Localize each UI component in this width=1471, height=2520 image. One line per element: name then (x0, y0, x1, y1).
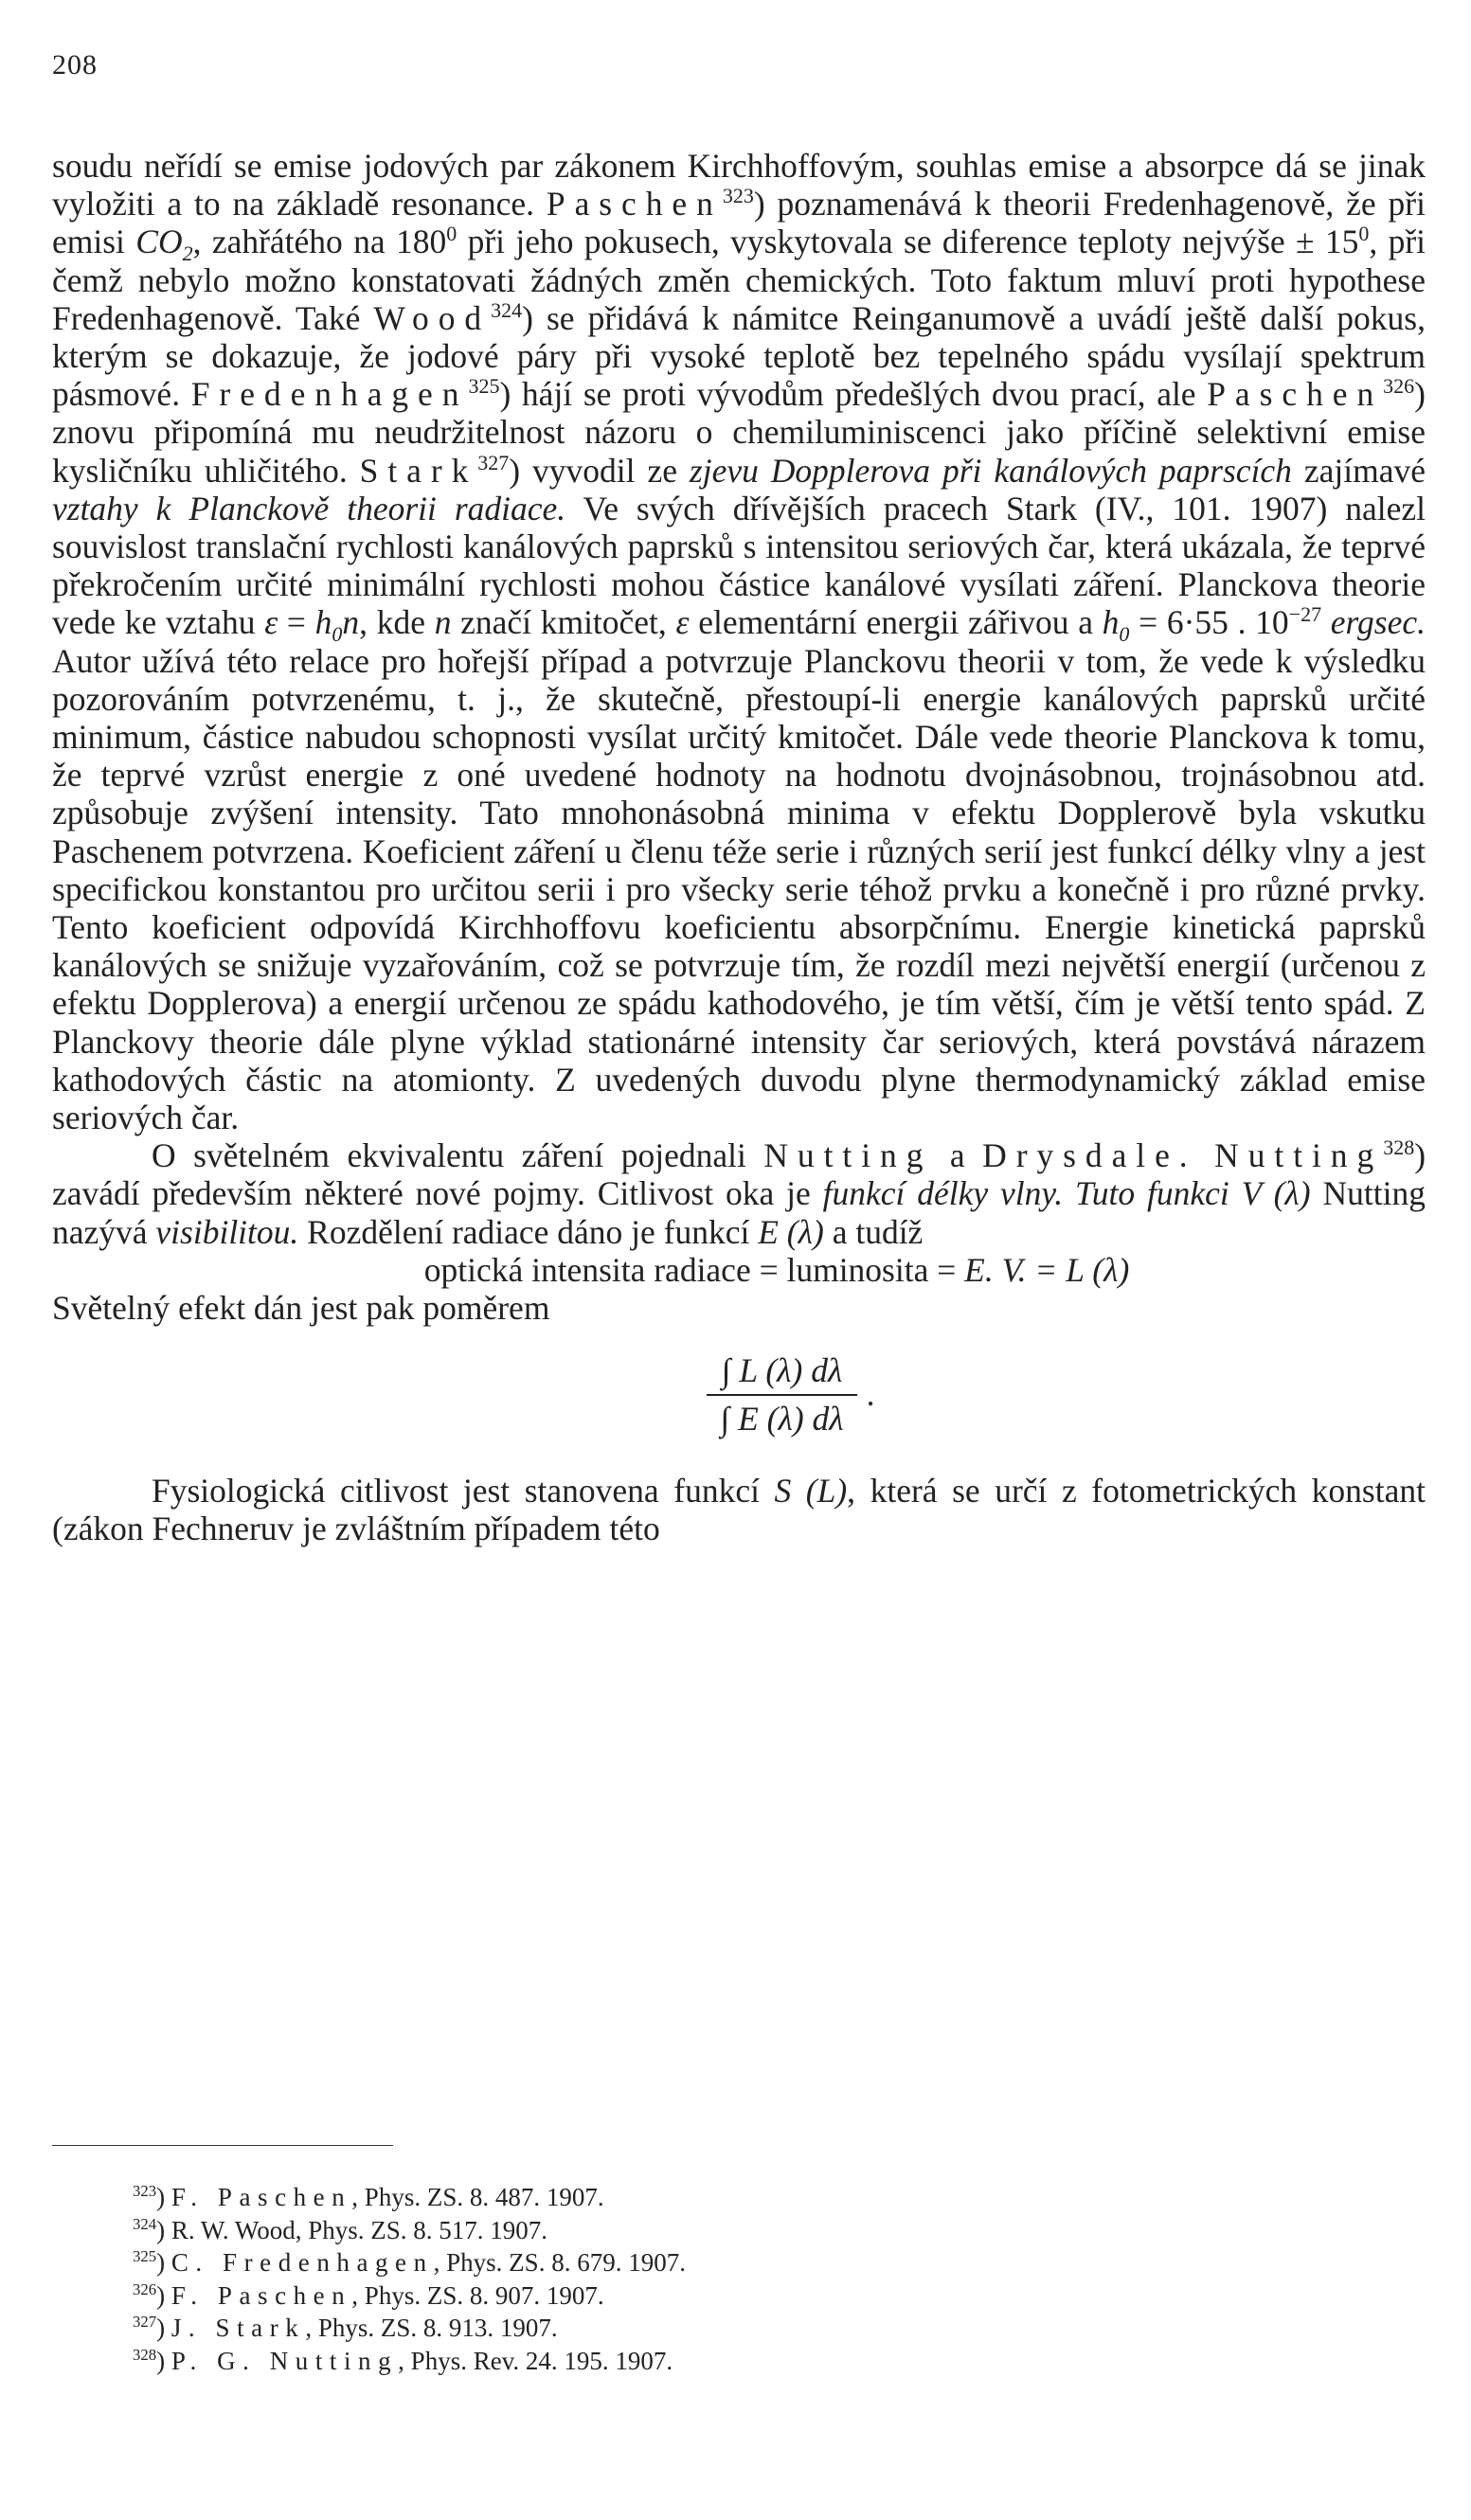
text: = (278, 603, 315, 642)
footnote-number: 326 (133, 2279, 157, 2298)
symbol: ε (264, 603, 278, 642)
footnote-author: J. Stark (170, 2314, 306, 2342)
text: Rozdělení radiace dáno je funkcí (298, 1212, 759, 1251)
footnote: $^{328}$) P. G. Nutting, Phys. Rev. 24. 195. 1907. (133, 2345, 673, 2375)
exponent: −27 (1288, 602, 1322, 627)
unit: ergsec. (1321, 603, 1426, 642)
body-text (52, 147, 1426, 1547)
author-name: Nutting (1214, 1136, 1384, 1175)
text: a tudíž (823, 1212, 924, 1251)
text: ) se přidává k námitce Reinganumově a uvádí ještě další pokus, kterým se dokazuje, že jodové páry při vysoké teplotě bez tepelného spádu vysílají spektrum pásmové. (52, 298, 1426, 414)
italic-phrase: funkcí délky vlny. Tuto funkci V (λ) (822, 1174, 1311, 1213)
text: zajímavé (1291, 451, 1426, 490)
footnote: $^{327}$) J. Stark, Phys. ZS. 8. 913. 1907. (133, 2313, 558, 2342)
footnote-number: 323 (133, 2182, 157, 2200)
text: Nutting nazývá (52, 1174, 1426, 1251)
text: a (932, 1136, 983, 1175)
text: ) vyvodil ze (509, 451, 690, 490)
footnote-ref: 326 (1383, 374, 1415, 399)
footnote-author: R. W. Wood (170, 2215, 296, 2244)
paragraph-3: Světelný efekt dán jest pak poměrem (52, 1289, 550, 1328)
footnote-ref: 324 (491, 297, 523, 322)
degree-mark: 0 (1358, 222, 1370, 246)
text: ) znovu připomíná mu neudržitelnost názoru o chemiluminiscenci jako příčině selektivní emise kysličníku uhličitého. (52, 375, 1426, 490)
author-name: Fredenhagen (190, 375, 469, 414)
footnote-citation: , Phys. ZS. 8. 913. 1907. (305, 2314, 558, 2342)
footnote-number: 328 (133, 2345, 157, 2364)
author-name: Drysdale. (982, 1136, 1197, 1175)
italic-phrase: visibilitou. (155, 1212, 299, 1251)
text: soudu neřídí se emise jodových par zákonem Kirchhoffovým, souhlas emise a absorpce dá se jinak vyložiti a to na základě resonance. (52, 147, 1426, 223)
symbol: n (434, 603, 452, 642)
footnote-number: 327 (133, 2313, 157, 2331)
author-name: Stark (359, 451, 478, 490)
symbol: $h_0$ (314, 603, 343, 647)
footnote-author: F. Paschen (170, 2183, 352, 2211)
text: Autor užívá této relace pro hořejší případ a potvrzuje Planckovu theorii v tom, že vede k výsledku pozorováním potvrzenému, t. j., že skutečně, přestoupí-li energie kanálových paprsků určité minimum, částice nabudou schopnosti vysílat určitý kmitočet. Dále vede theorie Planckova k tomu, že teprvé vzrůst energie z oné uvedené hodnoty na hodnotu dvojnásobnou, trojnásobnou atd. způsobuje zvýšení intensity. Tato mnohonásobná minima v efektu Dopplerově byla vskutku Paschenem potvrzena. Koeficient záření u členu téže serie i různých serií jest funkcí délky vlny a jest specifickou konstantou pro určitou serii i pro všecky serie téhož prvku a konečně i pro různé prvky. Tento koeficient odpovídá Kirchhoffovu koeficientu absorpčnímu. Energie kinetická paprsků kanálových se snižuje vyzařováním, což se potvrzuje tím, že rozdíl mezi největší energií (určenou z efektu Dopplerova) a energií určenou ze spádu kathodového, je tím větší, čím je větší tento spád. Z Planckovy theorie dále plyne výklad stationárné intensity čar seriových, která povstává nárazem kathodových částic na atomionty. Z uvedených duvodu plyne thermodynamický základ emise seriových čar. (52, 641, 1426, 1137)
footnote-citation: , Phys. Rev. 24. 195. 1907. (398, 2346, 673, 2375)
text: ) poznamenává k theorii Fredenhagenově, že při emisi (52, 185, 1426, 261)
text: ) zavádí především některé nové pojmy. Citlivost oka je (52, 1136, 1426, 1213)
fraction-numerator: ∫ L (λ) dλ (707, 1351, 856, 1395)
paragraph-1 (52, 147, 1426, 1136)
footnote-author: F. Paschen (170, 2280, 352, 2310)
footnote-citation: , Phys. ZS. 8. 679. 1907. (433, 2248, 686, 2277)
author-name: Paschen (1207, 375, 1384, 414)
symbol: E (λ) (758, 1212, 824, 1251)
page-number: 208 (52, 49, 98, 80)
text: ) hájí se proti vývodům předešlých dvou prací, ale (499, 375, 1208, 414)
footnote-citation: , Phys. ZS. 8. 487. 1907. (351, 2183, 604, 2211)
equation-fraction (52, 1351, 1426, 1437)
footnote-divider (52, 2145, 393, 2146)
text: při jeho pokusech, vyskytovala se diference teploty nejvýše ± 15 (457, 223, 1359, 261)
text: , zahřátého na 180 (192, 223, 447, 261)
italic-phrase: vztahy k Planckově theorii radiace. (52, 489, 566, 527)
equation-luminosity (52, 1251, 1426, 1289)
footnote-author: C. Fredenhagen (170, 2248, 434, 2277)
footnote: $^{326}$) F. Paschen, Phys. ZS. 8. 907. 1907. (133, 2279, 604, 2310)
paragraph-2 (52, 1136, 1426, 1251)
formula: $CO_2$ (135, 223, 193, 266)
text: O světelném ekvivalentu záření pojednali (152, 1136, 764, 1175)
text: , která se určí z fotometrických konstant (zákon Fechneruv je zvláštním případem této (52, 1471, 1426, 1547)
text: Ve svých dřívějších pracech Stark (IV., 101. 1907) nalezl souvislost translační rychlosti kanálových paprsků s intensitou seriových čar, která ukázala, že teprvé překročením určité minimální rychlosti mohou částice kanálové vysílati záření. Planckova theorie vede ke vztahu (52, 489, 1426, 642)
italic-phrase: zjevu Dopplerova při kanálových paprscích (689, 451, 1292, 490)
author-name: Nutting (763, 1136, 933, 1175)
footnote: $^{323}$) F. Paschen, Phys. ZS. 8. 487. 1907. (133, 2182, 604, 2211)
text: elementární energii zářivou a (689, 603, 1103, 642)
paragraph-4 (52, 1472, 1426, 1547)
symbol: ε (675, 603, 690, 642)
text: = 6·55 . 10 (1129, 603, 1289, 642)
footnote-ref: 325 (468, 374, 500, 399)
footnote-ref: 328 (1383, 1135, 1415, 1160)
text: , kde (359, 603, 435, 642)
equation-left: optická intensita radiace = luminosita = (423, 1250, 965, 1289)
footnote-number: 325 (133, 2247, 157, 2265)
footnote-number: 324 (133, 2214, 157, 2233)
symbol: $h_0$ (1102, 603, 1130, 647)
degree-mark: 0 (446, 222, 457, 246)
symbol: n (342, 603, 360, 642)
footnote-citation: , Phys. ZS. 8. 907. 1907. (351, 2280, 604, 2310)
text: Fysiologická citlivost jest stanovena funkcí (152, 1471, 775, 1510)
footnote: $^{325}$) C. Fredenhagen, Phys. ZS. 8. 679. 1907. (133, 2247, 686, 2277)
fraction-period: . (866, 1375, 875, 1414)
fraction (707, 1351, 856, 1437)
text (1197, 1136, 1214, 1174)
symbol: S (L) (774, 1471, 848, 1510)
footnote-author: P. G. Nutting (170, 2346, 399, 2375)
text: , při čemž nebylo možno konstatovati žádných změn chemických. Toto faktum mluví proti hypothese Fredenhagenově. Také (52, 223, 1426, 337)
footnote-citation: , Phys. ZS. 8. 517. 1907. (295, 2215, 548, 2244)
footnote-ref: 327 (477, 450, 510, 474)
fraction-denominator: ∫ E (λ) dλ (720, 1399, 844, 1438)
equation-right: E. V. = L (λ) (964, 1250, 1130, 1289)
footnote: $^{324}$) R. W. Wood, Phys. ZS. 8. 517. 1907. (133, 2214, 548, 2244)
footnotes (133, 2181, 1080, 2377)
footnote-ref: 323 (722, 184, 754, 208)
text: značí kmitočet, (451, 603, 676, 642)
author-name: Paschen (546, 185, 723, 223)
author-name: Wood (373, 298, 492, 337)
